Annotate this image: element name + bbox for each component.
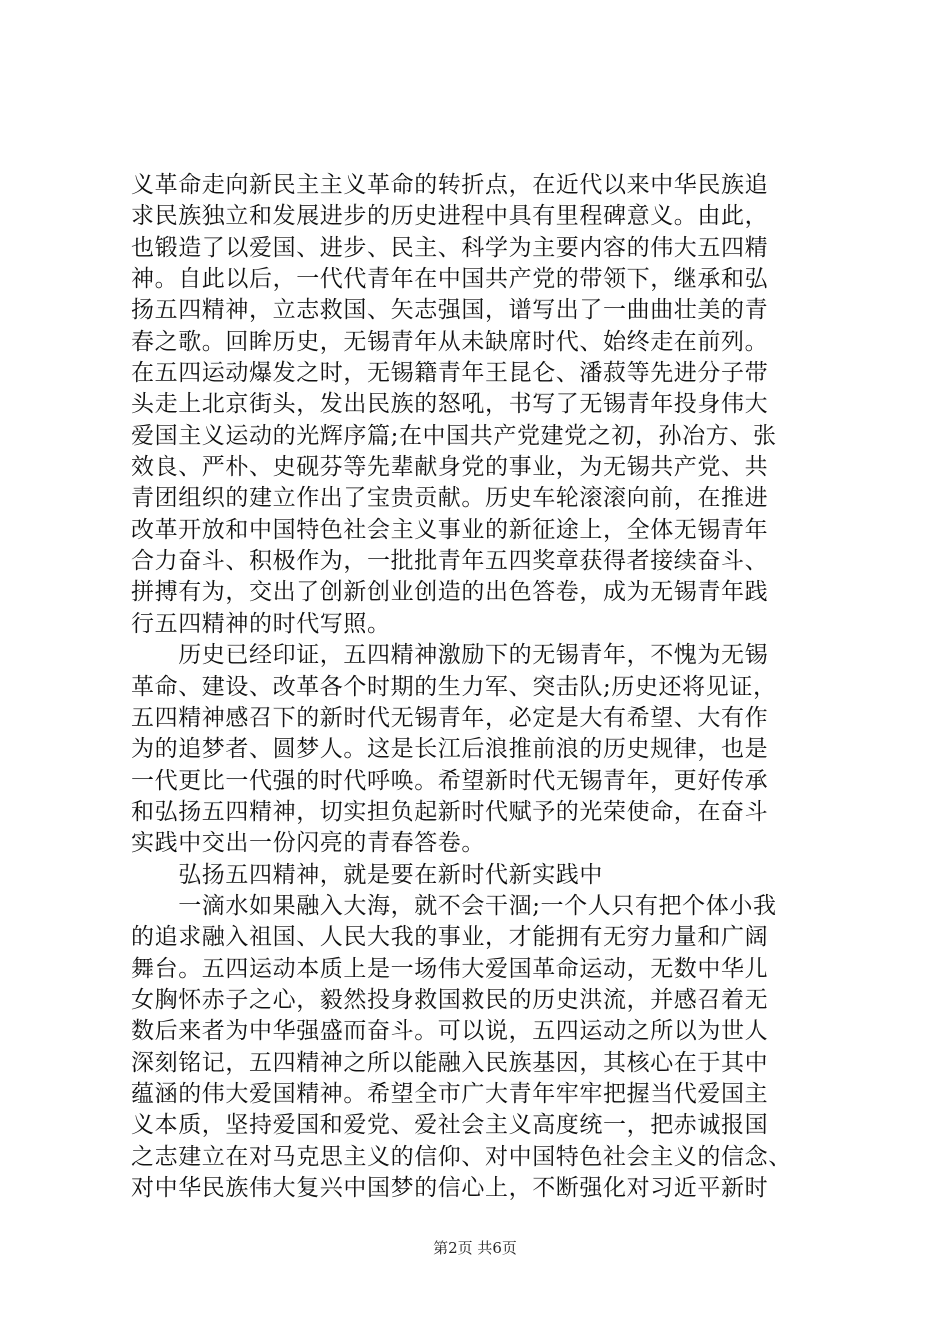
- text-line: 扬五四精神，立志救国、矢志强国，谱写出了一曲曲壮美的青: [131, 297, 769, 324]
- text-line: 女胸怀赤子之心，毅然投身救国救民的历史洪流，并感召着无: [131, 986, 769, 1013]
- text-line: 和弘扬五四精神，切实担负起新时代赋予的光荣使命，在奋斗: [131, 798, 769, 825]
- text-line: 春之歌。回眸历史，无锡青年从未缺席时代、始终走在前列。: [131, 328, 769, 355]
- text-line: 拼搏有为，交出了创新创业创造的出色答卷，成为无锡青年践: [131, 579, 769, 606]
- text-line: 在五四运动爆发之时，无锡籍青年王昆仑、潘菽等先进分子带: [131, 360, 769, 387]
- text-line: 的追求融入祖国、人民大我的事业，才能拥有无穷力量和广阔: [131, 924, 769, 951]
- text-line: 义革命走向新民主主义革命的转折点，在近代以来中华民族追: [131, 172, 769, 198]
- text-line: 五四精神感召下的新时代无锡青年，必定是大有希望、大有作: [131, 704, 769, 731]
- text-line: 革命、建设、改革各个时期的生力军、突击队;历史还将见证，: [131, 673, 777, 700]
- text-line: 行五四精神的时代写照。: [131, 610, 391, 637]
- text-line: 一代更比一代强的时代呼唤。希望新时代无锡青年，更好传承: [131, 767, 769, 794]
- text-line: 义本质，坚持爱国和爱党、爱社会主义高度统一，把赤诚报国: [131, 1112, 769, 1139]
- text-line: 弘扬五四精神，就是要在新时代新实践中: [131, 861, 603, 888]
- text-line: 深刻铭记，五四精神之所以能融入民族基因，其核心在于其中: [131, 1049, 769, 1076]
- text-line: 求民族独立和发展进步的历史进程中具有里程碑意义。由此，: [131, 203, 769, 230]
- document-body: [131, 170, 831, 1204]
- page-footer: 第2页 共6页: [433, 1239, 517, 1257]
- text-line: 之志建立在对马克思主义的信仰、对中国特色社会主义的信念、: [131, 1143, 792, 1170]
- text-line: 舞台。五四运动本质上是一场伟大爱国革命运动，无数中华儿: [131, 955, 769, 982]
- text-line: 效良、严朴、史砚芬等先辈献身党的事业，为无锡共产党、共: [131, 454, 769, 481]
- text-line: 数后来者为中华强盛而奋斗。可以说，五四运动之所以为世人: [131, 1018, 769, 1045]
- text-line: 神。自此以后，一代代青年在中国共产党的带领下，继承和弘: [131, 266, 769, 293]
- text-line: 头走上北京街头，发出民族的怒吼，书写了无锡青年投身伟大: [131, 391, 769, 418]
- text-line: 对中华民族伟大复兴中国梦的信心上，不断强化对习近平新时: [131, 1175, 769, 1201]
- text-line: 实践中交出一份闪亮的青春答卷。: [131, 830, 485, 857]
- text-line: 青团组织的建立作出了宝贵贡献。历史车轮滚滚向前，在推进: [131, 485, 769, 512]
- text-line: 为的追梦者、圆梦人。这是长江后浪推前浪的历史规律，也是: [131, 736, 769, 763]
- text-line: 蕴涵的伟大爱国精神。希望全市广大青年牢牢把握当代爱国主: [131, 1080, 769, 1107]
- text-line: 合力奋斗、积极作为，一批批青年五四奖章获得者接续奋斗、: [131, 548, 769, 575]
- text-line: 爱国主义运动的光辉序篇;在中国共产党建党之初，孙冶方、张: [131, 422, 777, 449]
- text-line: 历史已经印证，五四精神激励下的无锡青年，不愧为无锡: [131, 642, 769, 669]
- text-line: 改革开放和中国特色社会主义事业的新征途上，全体无锡青年: [131, 516, 769, 543]
- text-line: 一滴水如果融入大海，就不会干涸;一个人只有把个体小我: [131, 892, 777, 919]
- text-line: 也锻造了以爱国、进步、民主、科学为主要内容的伟大五四精: [131, 234, 769, 261]
